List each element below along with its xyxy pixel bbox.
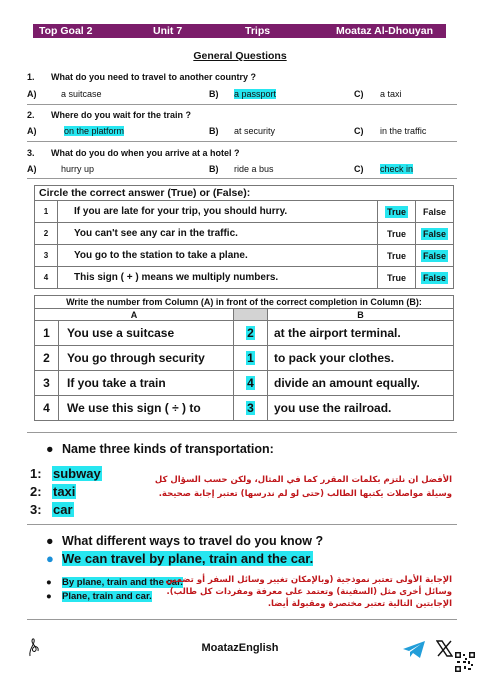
- qr-code-icon: [455, 652, 475, 672]
- matching-row-number: 1: [35, 321, 59, 346]
- arabic-note-line: الإجابتين التالية تعتبر مختصرة ومقبولة أيضا.: [267, 599, 452, 609]
- tf-false-option: False: [416, 267, 454, 289]
- header-bar: [33, 24, 446, 38]
- header-author: Moataz Al-Dhouyan: [336, 25, 434, 37]
- column-a-header: A: [35, 309, 234, 321]
- tf-title: Circle the correct answer (True) or (False):: [35, 186, 454, 201]
- tf-false-option: False: [416, 201, 454, 223]
- column-b-text: at the airport terminal.: [268, 321, 454, 346]
- tf-true-option: True: [378, 267, 416, 289]
- matching-table: [34, 295, 454, 421]
- column-a-text: If you take a train: [59, 371, 234, 396]
- matching-title: Write the number from Column (A) in front of the correct completion in Column (B):: [35, 296, 454, 309]
- tf-statement: If you are late for your trip, you should hurry.: [58, 201, 378, 223]
- x-logo-icon[interactable]: [436, 640, 453, 657]
- matching-row-number: 3: [35, 371, 59, 396]
- divider: [27, 432, 457, 433]
- divider: [27, 619, 457, 620]
- header-topic: Trips: [245, 25, 271, 37]
- tf-true-option: True: [378, 223, 416, 245]
- column-b-header: B: [268, 309, 454, 321]
- divider: [27, 104, 457, 105]
- tf-row-number: 3: [35, 245, 58, 267]
- tf-row-number: 1: [35, 201, 58, 223]
- tf-statement: You go to the station to take a plane.: [58, 245, 378, 267]
- column-a-text: You go through security: [59, 346, 234, 371]
- tf-false-option: False: [416, 245, 454, 267]
- tf-true-option: True: [378, 201, 416, 223]
- tf-row: [35, 201, 454, 223]
- column-a-text: We use this sign ( ÷ ) to: [59, 396, 234, 421]
- column-a-text: You use a suitcase: [59, 321, 234, 346]
- footer-brand: MoatazEnglish: [201, 642, 279, 654]
- tf-false-option: False: [416, 223, 454, 245]
- column-b-text: divide an amount equally.: [268, 371, 454, 396]
- tf-row-number: 2: [35, 223, 58, 245]
- divider: [27, 178, 457, 179]
- matching-answer: 1: [234, 346, 268, 371]
- telegram-icon[interactable]: [402, 641, 426, 659]
- tf-statement: This sign ( + ) means we multiply numbers.: [58, 267, 378, 289]
- matching-row-number: 2: [35, 346, 59, 371]
- arabic-note-line: الإجابة الأولى تعتبر نموذجية (وبالإمكان تغيير وسائل السفر أو تضمين: [165, 575, 452, 585]
- matching-row: [35, 396, 454, 421]
- tf-true-option: True: [378, 245, 416, 267]
- matching-row-number: 4: [35, 396, 59, 421]
- matching-answer: 2: [234, 321, 268, 346]
- column-b-text: you use the railroad.: [268, 396, 454, 421]
- matching-row: [35, 346, 454, 371]
- tf-row: [35, 267, 454, 289]
- divider: [27, 524, 457, 525]
- true-false-table: [34, 185, 454, 289]
- matching-row: [35, 371, 454, 396]
- column-b-text: to pack your clothes.: [268, 346, 454, 371]
- tf-statement: You can't see any car in the traffic.: [58, 223, 378, 245]
- arabic-note-line: وسائل أخرى مثل (السفينة) وتعتمد على معرفة ومفردات كل طالب).: [166, 587, 452, 597]
- matching-answer: 4: [234, 371, 268, 396]
- tf-row: [35, 223, 454, 245]
- answer-column-header: [234, 309, 268, 321]
- header-unit: Unit 7: [153, 25, 183, 37]
- tf-row-number: 4: [35, 267, 58, 289]
- arabic-note-line: وسيلة مواصلات يكتبها الطالب (حتى لو لم ندرسها) تعتبر إجابة صحيحة.: [158, 489, 452, 499]
- tf-row: [35, 245, 454, 267]
- divider: [27, 141, 457, 142]
- matching-row: [35, 321, 454, 346]
- matching-answer: 3: [234, 396, 268, 421]
- header-book: Top Goal 2: [39, 25, 93, 37]
- section-title: General Questions: [193, 50, 287, 62]
- arabic-note-line: الأفضل ان نلتزم بكلمات المقرر كما في المثال، ولكن حسب السؤال كل: [154, 475, 452, 485]
